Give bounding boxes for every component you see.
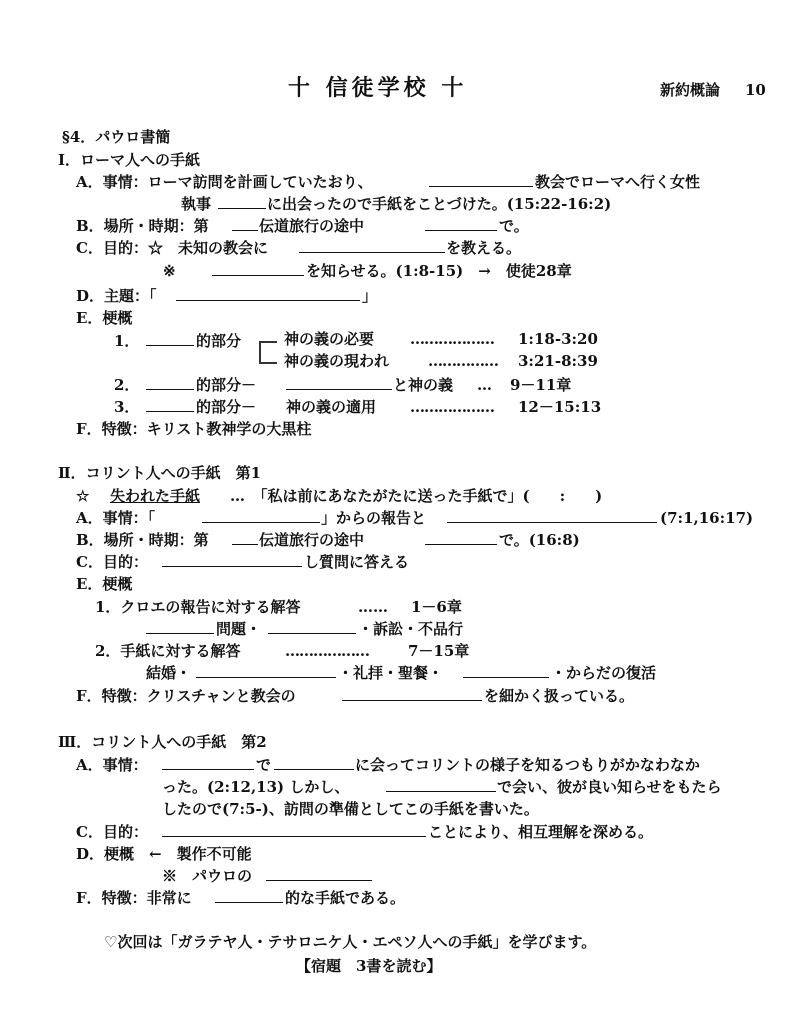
blank[interactable]: [274, 769, 354, 770]
leader-dots: …: [477, 376, 492, 394]
cor1-b-start: B．場所・時期：第: [76, 531, 209, 549]
cor1-e2-title: 2．手紙に対する解答: [95, 642, 241, 660]
section-heading: §4．パウロ書簡: [62, 128, 171, 146]
romans-a-line1-start: A．事情：ローマ訪問を計画していたおり、: [76, 173, 373, 191]
leader-dots: ……: [358, 598, 388, 616]
blank[interactable]: [162, 566, 302, 567]
romans-f: F．特徴：キリスト教神学の大黒柱: [76, 420, 312, 438]
blank[interactable]: [425, 544, 497, 545]
cor1-e1-problems: 問題・: [216, 620, 262, 638]
romans-a-line1-end: 教会でローマへ行く女性: [535, 173, 701, 191]
cor1-f-start: F．特徴：クリスチャンと教会の: [76, 687, 296, 705]
blank[interactable]: [146, 411, 194, 412]
cor2-heading: Ⅲ．コリント人への手紙 第2: [58, 733, 267, 751]
cor2-c-end: ことにより、相互理解を深める。: [428, 823, 654, 841]
romans-e1-ref1: 1:18-3:20: [518, 330, 598, 348]
bracket-top: [259, 341, 277, 343]
cor1-e1-rest: ・訴訟・不品行: [358, 620, 464, 638]
romans-e-heading: E．梗概: [76, 309, 133, 327]
blank[interactable]: [162, 836, 426, 837]
cor2-a-line1-end: に会ってコリントの様子を知るつもりがかなわなか: [355, 756, 700, 774]
course-name: 新約概論: [660, 81, 721, 99]
blank[interactable]: [146, 633, 214, 634]
blank[interactable]: [202, 522, 320, 523]
cor1-e1-title: 1．クロエの報告に対する解答: [95, 598, 301, 616]
cor2-a-line2-end: で会い、彼が良い知らせをもたら: [497, 778, 722, 796]
blank[interactable]: [386, 791, 496, 792]
romans-e3-text: 神の義の適用: [286, 398, 377, 416]
blank[interactable]: [218, 208, 266, 209]
romans-d-start: D．主題：「: [76, 287, 157, 305]
bracket-vertical: [259, 341, 261, 363]
cor1-e2-ref: 7－15章: [408, 642, 470, 660]
romans-c-line1-start: C．目的：☆ 未知の教会に: [76, 239, 268, 257]
romans-b-start: B．場所・時期：第: [76, 217, 209, 235]
cor1-e1-ref: 1－6章: [411, 598, 462, 616]
cor1-lost-letter-quote: … 「私は前にあなたがたに送った手紙で」( : ): [230, 487, 603, 505]
blank[interactable]: [286, 389, 392, 390]
romans-e1-ref2: 3:21-8:39: [518, 352, 598, 370]
romans-e2-num: 2．: [114, 376, 140, 394]
cor2-a-start: A．事情：: [76, 756, 148, 774]
leader-dots: ………………: [410, 398, 494, 416]
cor2-a-line3: したので(7:5-)、訪問の準備としてこの手紙を書いた。: [162, 800, 539, 818]
blank[interactable]: [299, 252, 445, 253]
page-number: 10: [745, 81, 766, 99]
romans-e3-num: 3．: [114, 398, 140, 416]
next-lesson-note: ♡次回は「ガラテヤ人・テサロニケ人・エペソ人への手紙」を学びます。: [104, 933, 597, 951]
blank[interactable]: [463, 677, 549, 678]
cor1-e2-worship: ・礼拝・聖餐・: [338, 664, 444, 682]
blank[interactable]: [162, 769, 254, 770]
romans-b-end: で。: [499, 217, 529, 235]
cor1-b-mid: 伝道旅行の途中: [259, 531, 365, 549]
cor1-f-end: を細かく扱っている。: [484, 687, 635, 705]
cor2-c-start: C．目的：: [76, 823, 148, 841]
romans-e2-text: と神の義: [393, 376, 454, 394]
blank[interactable]: [232, 544, 258, 545]
leader-dots: ……………: [428, 352, 498, 370]
romans-e3-ref: 12－15:13: [518, 398, 602, 416]
leader-dots: ………………: [410, 330, 494, 348]
star-icon: ☆: [76, 487, 90, 505]
page-title: 十 信徒学校 十: [288, 75, 468, 101]
cor2-f-start: F．特徴：非常に: [76, 889, 192, 907]
blank[interactable]: [212, 275, 304, 276]
romans-c-line2-end: を知らせる。(1:8-15) → 使徒28章: [306, 262, 572, 280]
romans-e1-sub2: 神の義の現われ: [284, 352, 390, 370]
cor1-a-mid: 」からの報告と: [321, 509, 427, 527]
blank[interactable]: [447, 522, 657, 523]
cor1-lost-letter: 失われた手紙: [110, 487, 201, 505]
bracket-bottom: [259, 362, 277, 364]
blank[interactable]: [146, 389, 194, 390]
blank[interactable]: [146, 345, 194, 346]
blank[interactable]: [425, 230, 497, 231]
romans-a-line2-start: 執事: [181, 195, 212, 213]
romans-c-line2-mark: ※: [163, 262, 176, 280]
cor1-heading: Ⅱ．コリント人への手紙 第1: [58, 464, 262, 482]
blank[interactable]: [215, 902, 283, 903]
romans-c-line1-end: を教える。: [446, 239, 522, 257]
cor1-e2-resurrection: ・からだの復活: [551, 664, 657, 682]
romans-b-mid: 伝道旅行の途中: [259, 217, 365, 235]
cor1-e2-marriage: 結婚・: [146, 664, 192, 682]
cor1-e-heading: E．梗概: [76, 575, 133, 593]
blank[interactable]: [266, 880, 372, 881]
romans-d-end: 」: [362, 287, 378, 305]
cor2-f-end: 的な手紙である。: [285, 889, 406, 907]
romans-e1-sub1: 神の義の必要: [284, 330, 375, 348]
blank[interactable]: [176, 300, 360, 301]
blank[interactable]: [342, 700, 482, 701]
cor1-b-end: で。(16:8): [499, 531, 580, 549]
leader-dots: ………………: [285, 642, 369, 660]
romans-e1-label: 的部分: [196, 332, 242, 350]
blank[interactable]: [268, 633, 356, 634]
cor2-a-de: で: [256, 756, 272, 774]
romans-e2-label: 的部分－: [196, 376, 257, 394]
romans-a-line2-end: に出会ったので手紙をことづけた。(15:22-16:2): [267, 195, 612, 213]
romans-e2-ref: 9－11章: [510, 376, 572, 394]
homework-note: 【宿題 3書を読む】: [296, 957, 442, 975]
romans-e1-num: 1．: [114, 332, 140, 350]
romans-heading: Ⅰ．ローマ人への手紙: [58, 151, 201, 169]
cor1-a-start: A．事情：「: [76, 509, 156, 527]
blank[interactable]: [196, 677, 336, 678]
cor2-d: D．梗概 ← 製作不可能: [76, 845, 252, 863]
cor1-c-end: し質問に答える: [304, 553, 410, 571]
cor2-a-line2-start: った。(2:12,13) しかし、: [162, 778, 350, 796]
blank[interactable]: [232, 230, 258, 231]
cor1-a-ref: (7:1,16:17): [660, 509, 754, 527]
cor1-c-start: C．目的：: [76, 553, 148, 571]
romans-e3-label: 的部分－: [196, 398, 257, 416]
cor2-d-paul: ※ パウロの: [162, 867, 253, 885]
blank[interactable]: [429, 186, 533, 187]
